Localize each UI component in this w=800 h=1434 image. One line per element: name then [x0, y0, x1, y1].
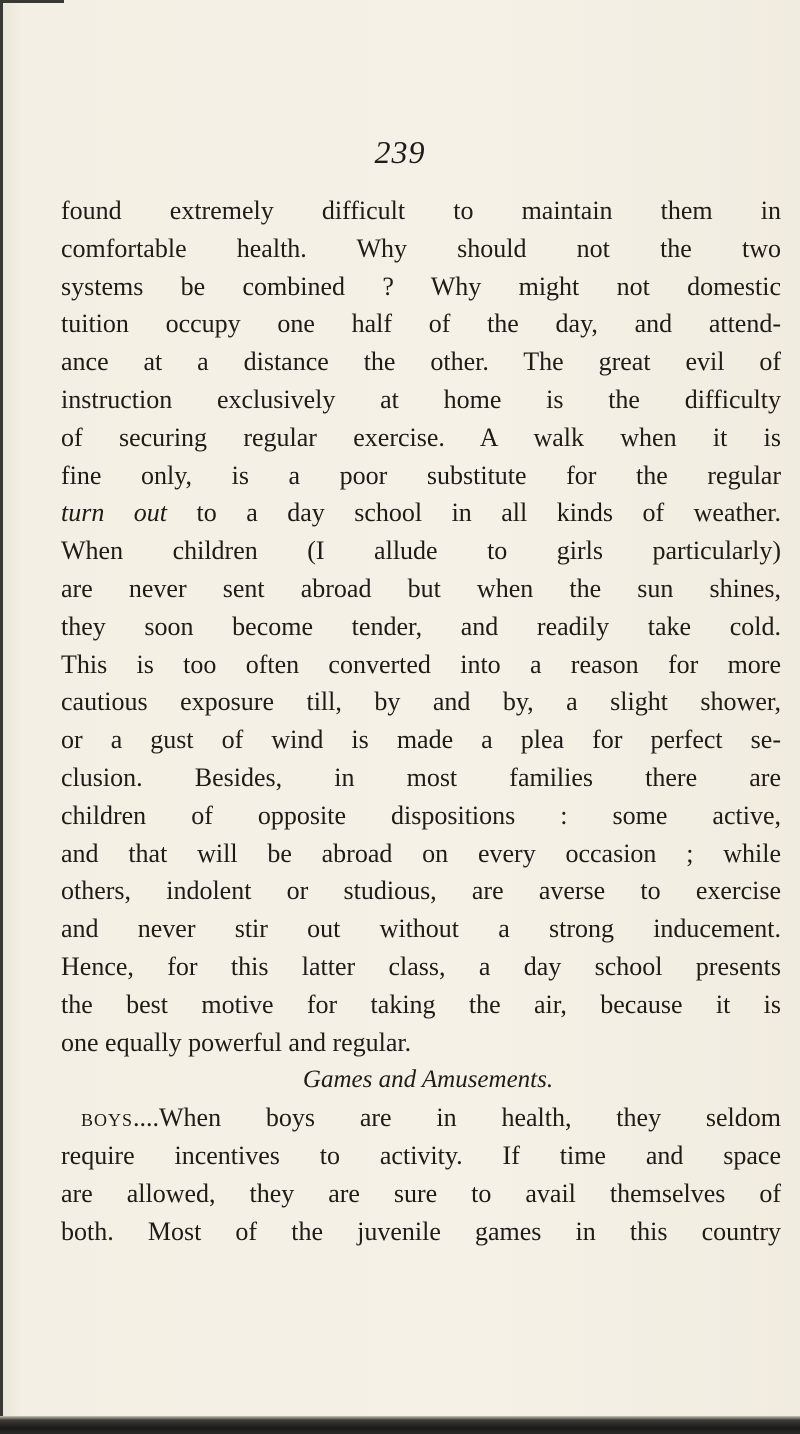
text-line: one equally powerful and regular. — [61, 1027, 412, 1057]
text-line: and never stir out without a strong inducement. — [61, 914, 781, 944]
page-bottom-edge — [0, 1416, 800, 1434]
text-line: systems be combined ? Why might not domestic — [61, 271, 781, 301]
text-line: instruction exclusively at home is the difficulty — [61, 384, 781, 414]
text-line: clusion. Besides, in most families there are — [61, 762, 781, 792]
text-line: children of opposite dispositions : some active, — [61, 800, 781, 830]
text-line: or a gust of wind is made a plea for perfect se- — [61, 725, 781, 755]
text-line: and that will be abroad on every occasion ; while — [61, 838, 781, 868]
text-line: are never sent abroad but when the sun shines, — [61, 573, 781, 603]
page-left-edge — [0, 0, 3, 1434]
text-fragment: ....When boys are in health, they seldom — [133, 1103, 781, 1133]
text-line-turn-out — [61, 494, 781, 532]
text-fragment: to a day school in all kinds of weather. — [167, 498, 781, 528]
text-line: ance at a distance the other. The great evil of — [61, 347, 781, 377]
text-line: others, indolent or studious, are averse to exercise — [61, 876, 781, 906]
text-line: cautious exposure till, by and by, a slight shower, — [61, 687, 781, 717]
page-top-corner — [0, 0, 64, 3]
smallcaps-word: boys — [81, 1103, 134, 1133]
text-line: fine only, is a poor substitute for the regular — [61, 460, 781, 490]
text-line: When children (I allude to girls particularly) — [61, 536, 781, 566]
text-line: are allowed, they are sure to avail themselves of — [61, 1178, 781, 1208]
text-line: tuition occupy one half of the day, and attend- — [61, 309, 781, 339]
text-line: comfortable health. Why should not the two — [61, 233, 781, 263]
body-text — [61, 192, 781, 1250]
text-line: of securing regular exercise. A walk when it is — [61, 422, 781, 452]
italic-phrase: turn out — [61, 498, 168, 528]
page-number: 239 — [374, 134, 426, 170]
text-line: the best motive for taking the air, because it is — [61, 989, 781, 1019]
text-line: both. Most of the juvenile games in this country — [61, 1216, 781, 1246]
text-line: This is too often converted into a reason for more — [61, 649, 781, 679]
text-line: Hence, for this latter class, a day school presents — [61, 951, 781, 981]
text-line: found extremely difficult to maintain them in — [61, 196, 781, 225]
text-line: require incentives to activity. If time and space — [61, 1140, 781, 1170]
text-line: they soon become tender, and readily take cold. — [61, 611, 781, 641]
section-heading: Games and Amusements. — [302, 1066, 554, 1094]
section-lead-line — [61, 1099, 781, 1137]
